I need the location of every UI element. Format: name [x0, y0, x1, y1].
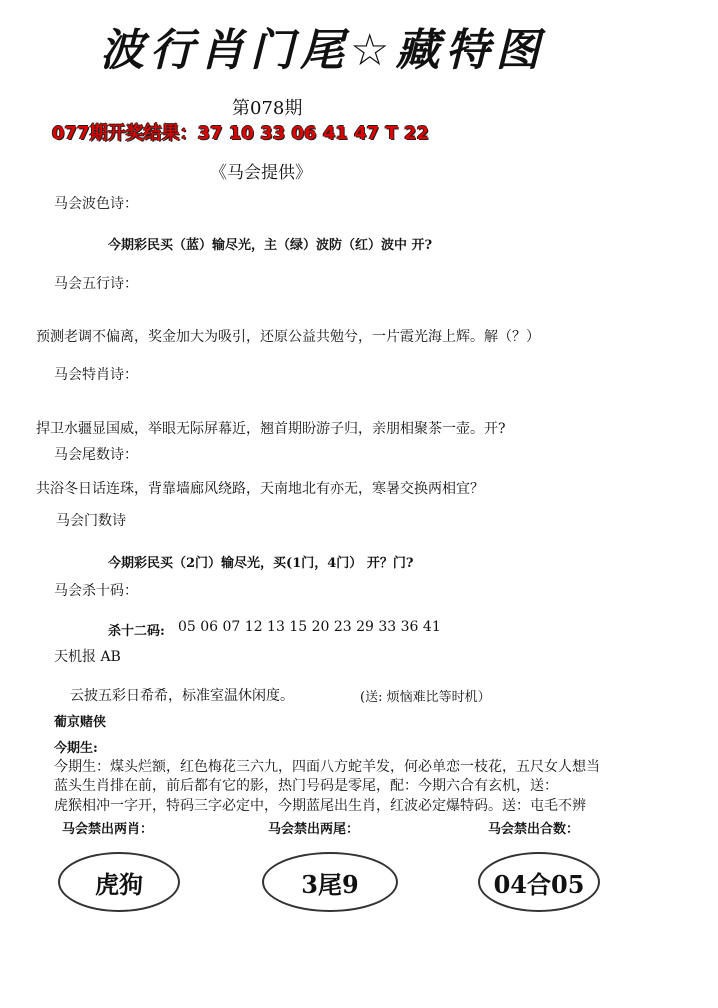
kill-prefix: 杀十二码: [108, 624, 165, 639]
casino-label: 葡京赌侠 [54, 715, 107, 730]
door-label: 马会门数诗 [56, 513, 126, 529]
ban-sum-oval [478, 852, 600, 912]
ban-zodiac-value: 虎狗 [95, 869, 143, 899]
ban-tail-oval [262, 852, 398, 912]
five-elements-label: 马会五行诗： [54, 276, 138, 292]
kill-label: 马会杀十码： [54, 583, 138, 599]
wave-label: 马会波色诗： [54, 196, 138, 212]
provider-note: 《马会提供》 [210, 163, 312, 183]
previous-result: 077期开奖结果：37 10 33 06 41 47 T 22 [52, 123, 430, 144]
kill-numbers: 05 06 07 12 13 15 20 23 29 33 36 41 [178, 619, 441, 635]
tianji-text: 云披五彩日希希，标准室温休闲度。 [70, 688, 294, 704]
issue-number: 第078期 [232, 98, 303, 119]
today-line-3: 虎猴相冲一字开，特码三字必定中，今期蓝尾出生肖，红波必定爆特码。送：屯毛不辨 [54, 798, 586, 814]
ban-sum-value: 04合05 [493, 869, 585, 899]
five-elements-text: 预测老调不偏离，奖金加大为吸引，还原公益共勉兮，一片霞光海上辉。解（？） [36, 329, 540, 345]
tail-poem-label: 马会尾数诗： [54, 447, 138, 463]
zodiac-poem-label: 马会特肖诗： [54, 367, 138, 383]
ban-sum-label: 马会禁出合数： [488, 822, 580, 837]
wave-text: 今期彩民买（蓝）输尽光，主（绿）波防（红）波中 开? [108, 238, 433, 253]
page-title: 波行肖门尾☆藏特图 [100, 25, 546, 76]
tianji-send: (送: 烦恼难比等时机） [360, 690, 491, 705]
ban-tail-value: 3尾9 [301, 869, 359, 899]
door-text: 今期彩民买（2门）输尽光，买(1门，4门） 开？门? [108, 556, 414, 571]
today-line-2: 蓝头生肖排在前，前后都有它的影，热门号码是零尾，配：今期六合有玄机，送： [54, 778, 558, 794]
tail-poem-text: 共浴冬日话连珠，背靠墙廊风绕路，天南地北有亦无，寒暑交换两相宜？ [36, 481, 484, 497]
today-line-1: 今期生：煤头烂额，红色梅花三六九，四面八方蛇羊发，何必单恋一枝花，五尺女人想当 [54, 759, 600, 775]
ban-zodiac-oval [58, 852, 180, 912]
ban-zodiac-label: 马会禁出两肖： [62, 822, 154, 837]
ban-tail-label: 马会禁出两尾： [268, 822, 360, 837]
today-label: 今期生: [54, 741, 98, 756]
tianji-label: 天机报 AB [54, 649, 121, 665]
zodiac-poem-text: 捍卫水疆显国威，举眼无际屏幕近，翘首期盼游子归，亲朋相聚茶一壶。开? [36, 421, 506, 437]
